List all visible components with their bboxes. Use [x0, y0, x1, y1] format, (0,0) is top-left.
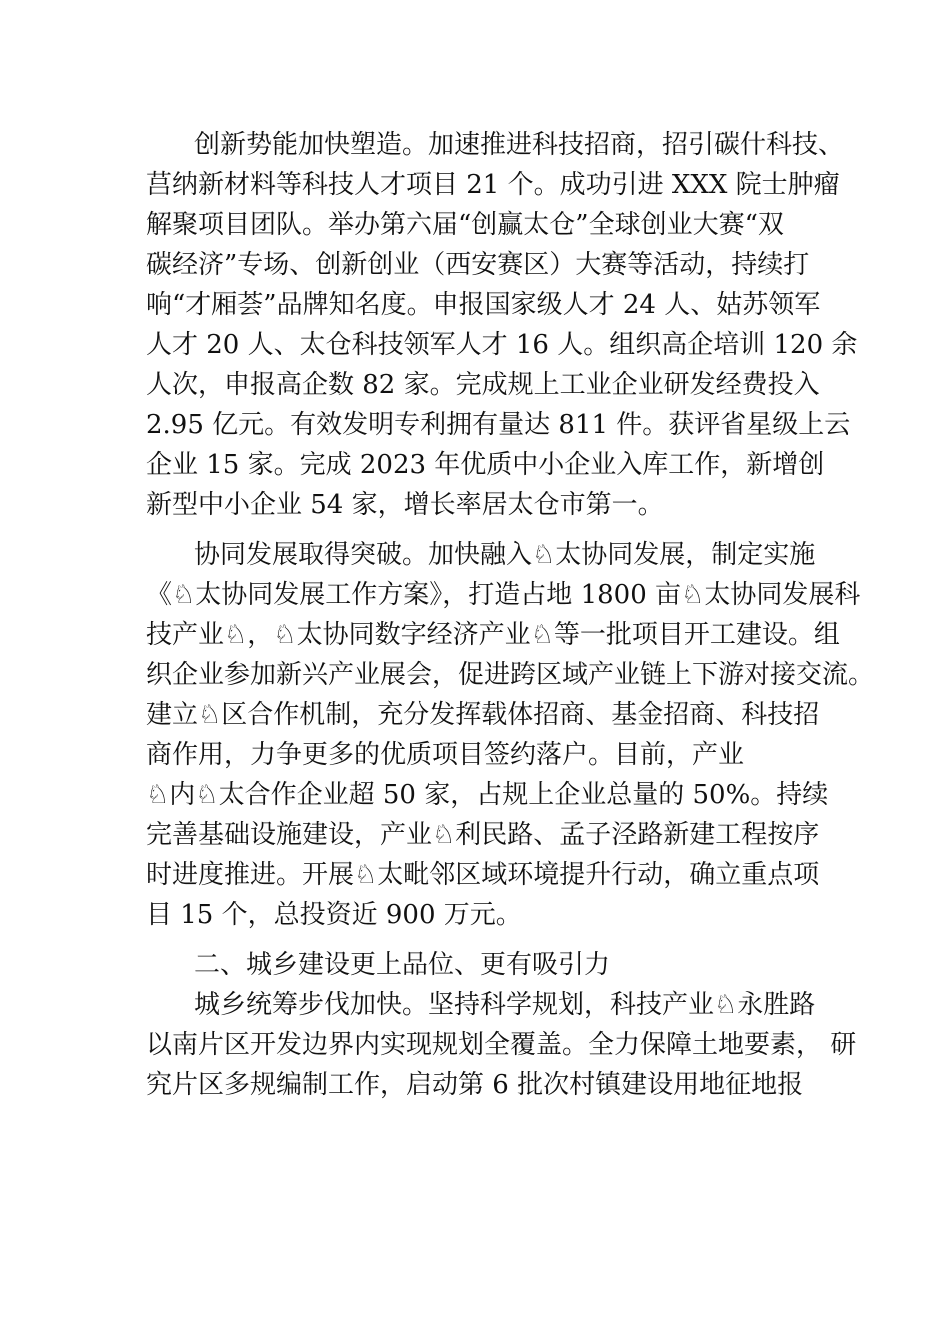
paragraph-1-line-6: 人才 20 人、太仓科技领军人才 16 人。组织高企培训 120 余: [146, 330, 858, 360]
paragraph-2-line-5: 建立♘区合作机制，充分发挥载体招商、基金招商、科技招: [146, 700, 820, 730]
section-heading: 二、城乡建设更上品位、更有吸引力: [194, 950, 611, 980]
paragraph-2-line-10: 目 15 个，总投资近 900 万元。: [146, 900, 522, 930]
paragraph-1-line-8: 2.95 亿元。有效发明专利拥有量达 811 件。获评省星级上云: [146, 410, 851, 440]
paragraph-2-line-3: 技产业♘，♘太协同数字经济产业♘等一批项目开工建设。组: [146, 620, 840, 650]
paragraph-1-line-1: 创新势能加快塑造。加速推进科技招商，招引碳什科技、: [194, 130, 845, 160]
paragraph-2-line-8: 完善基础设施建设，产业♘利民路、孟子泾路新建工程按序: [146, 820, 820, 850]
paragraph-3-line-2: 以南片区开发边界内实现规划全覆盖。全力保障土地要素， 研: [146, 1030, 857, 1060]
paragraph-3-line-1: 城乡统筹步伐加快。坚持科学规划，科技产业♘永胜路: [194, 990, 816, 1020]
paragraph-2-line-7: ♘内♘太合作企业超 50 家，占规上企业总量的 50%。持续: [146, 780, 829, 810]
paragraph-2-line-1: 协同发展取得突破。加快融入♘太协同发展，制定实施: [194, 540, 816, 570]
paragraph-2-line-2: 《♘太协同发展工作方案》，打造占地 1800 亩♘太协同发展科: [146, 580, 861, 610]
paragraph-1-line-5: 响“才厢荟”品牌知名度。申报国家级人才 24 人、姑苏领军: [146, 290, 821, 320]
paragraph-1-line-4: 碳经济”专场、创新创业（西安赛区）大赛等活动，持续打: [146, 250, 810, 280]
paragraph-3-line-3: 究片区多规编制工作，启动第 6 批次村镇建设用地征地报: [146, 1070, 804, 1100]
paragraph-1-line-9: 企业 15 家。完成 2023 年优质中小企业入库工作，新增创: [146, 450, 825, 480]
paragraph-2-line-6: 商作用，力争更多的优质项目签约落户。目前，产业: [146, 740, 745, 770]
paragraph-1-line-7: 人次，申报高企数 82 家。完成规上工业企业研发经费投入: [146, 370, 820, 400]
paragraph-2-line-9: 时进度推进。开展♘太毗邻区域环境提升行动，确立重点项: [146, 860, 820, 890]
paragraph-1-line-2: 莒纳新材料等科技人才项目 21 个。成功引进 XXX 院士肿瘤: [146, 170, 840, 200]
paragraph-1-line-3: 解聚项目团队。举办第六届“创赢太仓”全球创业大赛“双: [146, 210, 784, 240]
paragraph-2-line-4: 织企业参加新兴产业展会，促进跨区域产业链上下游对接交流。: [146, 660, 875, 690]
paragraph-1-line-10: 新型中小企业 54 家，增长率居太仓市第一。: [146, 490, 664, 520]
